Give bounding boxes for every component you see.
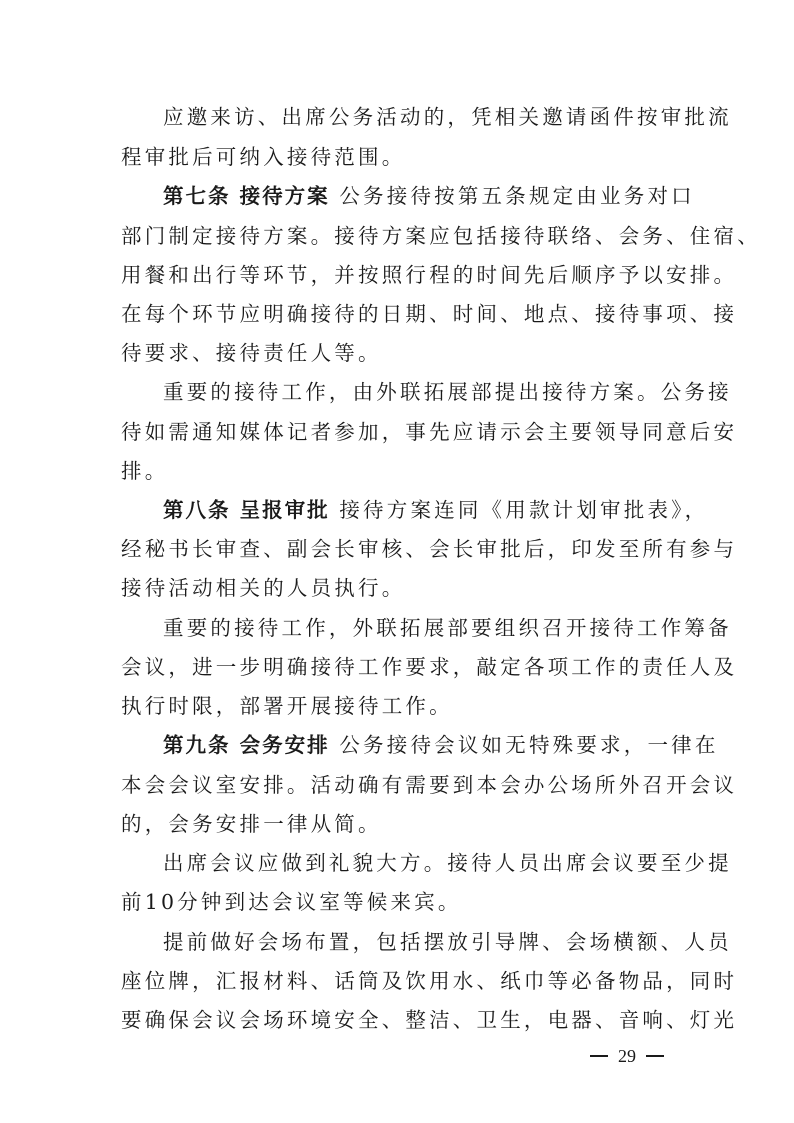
paragraph-line: 接待活动相关的人员执行。 [121, 576, 406, 600]
paragraph-line: 的，会务安排一律从简。 [121, 812, 382, 836]
dash-right [646, 1055, 664, 1057]
article-first-line [163, 733, 719, 757]
paragraph-line: 待要求、接待责任人等。 [121, 341, 382, 365]
paragraph-line: 用餐和出行等环节，并按照行程的时间先后顺序予以安排。 [121, 263, 738, 287]
paragraph-text: 公务接待会议如无特殊要求，一律在 [339, 733, 719, 757]
page-number [590, 1044, 680, 1068]
article-first-line [163, 184, 695, 208]
paragraph-line: 提前做好会场布置，包括摆放引导牌、会场横额、人员 [163, 930, 732, 954]
paragraph-line: 部门制定接待方案。接待方案应包括接待联络、会务、住宿、 [121, 224, 761, 248]
paragraph-line: 会议，进一步明确接待工作要求，敲定各项工作的责任人及 [121, 655, 738, 679]
paragraph-line: 出席会议应做到礼貌大方。接待人员出席会议要至少提 [163, 851, 732, 875]
paragraph-line: 本会会议室安排。活动确有需要到本会办公场所外召开会议 [121, 773, 738, 797]
dash-left [590, 1055, 608, 1057]
paragraph-text: 接待方案连同《用款计划审批表》， [339, 498, 709, 522]
paragraph-line: 经秘书长审查、副会长审核、会长审批后，印发至所有参与 [121, 537, 738, 561]
paragraph-line: 重要的接待工作，由外联拓展部提出接待方案。公务接 [163, 380, 732, 404]
article-heading: 第七条 接待方案 [163, 184, 330, 208]
article-heading: 第九条 会务安排 [163, 733, 330, 757]
article-first-line [163, 498, 709, 522]
paragraph-line: 前10分钟到达会议室等候来宾。 [121, 890, 462, 914]
paragraph-line: 待如需通知媒体记者参加，事先应请示会主要领导同意后安 [121, 420, 738, 444]
paragraph-text: 公务接待按第五条规定由业务对口 [339, 184, 695, 208]
paragraph-line: 座位牌，汇报材料、话筒及饮用水、纸巾等必备物品，同时 [121, 969, 738, 993]
paragraph-line: 应邀来访、出席公务活动的，凭相关邀请函件按审批流 [163, 105, 732, 129]
paragraph-line: 执行时限，部署开展接待工作。 [121, 694, 453, 718]
paragraph-line: 程审批后可纳入接待范围。 [121, 145, 406, 169]
paragraph-line: 排。 [121, 459, 169, 483]
paragraph-line: 重要的接待工作，外联拓展部要组织召开接待工作筹备 [163, 616, 732, 640]
paragraph-line: 要确保会议会场环境安全、整洁、卫生，电器、音响、灯光 [121, 1008, 738, 1032]
paragraph-line: 在每个环节应明确接待的日期、时间、地点、接待事项、接 [121, 302, 738, 326]
page-number-text: 29 [618, 1046, 636, 1066]
article-heading: 第八条 呈报审批 [163, 498, 330, 522]
